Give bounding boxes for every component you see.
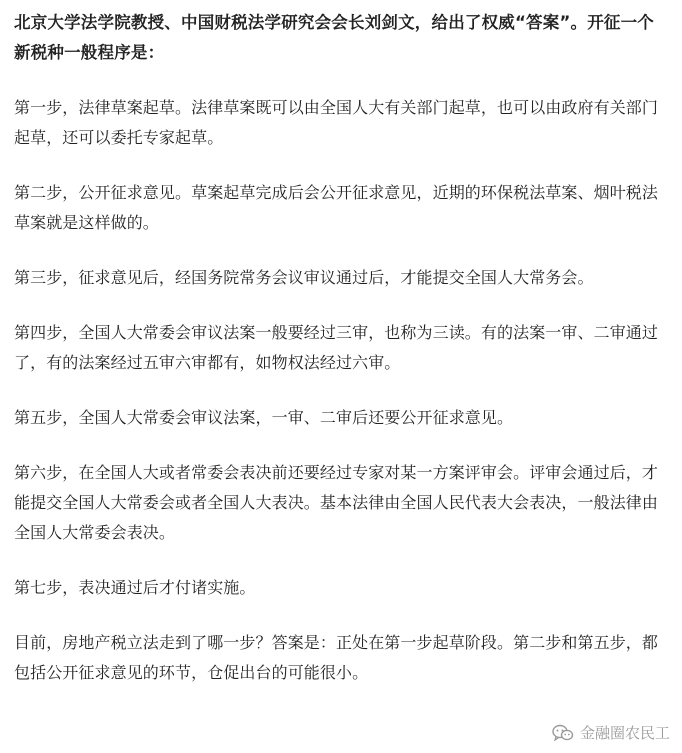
conclusion-paragraph: 目前，房地产税立法走到了哪一步？答案是：正处在第一步起草阶段。第二步和第五步，都包括公开征求意见的环节，仓促出台的可能很小。 <box>14 633 659 682</box>
step-1-paragraph: 第一步，法律草案起草。法律草案既可以由全国人大有关部门起草，也可以由政府有关部门起草，还可以委托专家起草。 <box>14 98 659 147</box>
paragraph-gap <box>14 153 670 178</box>
article-body <box>14 8 670 688</box>
step-3-paragraph: 第三步，征求意见后，经国务院常务会议审议通过后，才能提交全国人大常务会。 <box>14 268 594 287</box>
watermark <box>552 722 670 743</box>
paragraph-gap <box>14 603 670 628</box>
paragraph-gap <box>14 378 670 403</box>
paragraph-gap <box>14 433 670 458</box>
wechat-icon <box>552 724 574 742</box>
step-4-paragraph: 第四步，全国人大常委会审议法案一般要经过三审，也称为三读。有的法案一审、二审通过了，有的法案经过五审六审都有，如物权法经过六审。 <box>14 323 659 372</box>
paragraph-gap <box>14 68 670 93</box>
lead-paragraph: 北京大学法学院教授、中国财税法学研究会会长刘剑文，给出了权威“答案”。开征一个新税种一般程序是： <box>14 13 654 62</box>
paragraph-gap <box>14 548 670 573</box>
paragraph-gap <box>14 238 670 263</box>
step-6-paragraph: 第六步，在全国人大或者常委会表决前还要经过专家对某一方案评审会。评审会通过后，才能提交全国人大常委会或者全国人大表决。基本法律由全国人民代表大会表决，一般法律由全国人大常委会表决。 <box>14 463 659 542</box>
paragraph-gap <box>14 293 670 318</box>
step-2-paragraph: 第二步，公开征求意见。草案起草完成后会公开征求意见，近期的环保税法草案、烟叶税法草案就是这样做的。 <box>14 183 659 232</box>
watermark-text: 金融圈农民工 <box>579 724 670 742</box>
step-5-paragraph: 第五步，全国人大常委会审议法案，一审、二审后还要公开征求意见。 <box>14 408 514 427</box>
step-7-paragraph: 第七步，表决通过后才付诸实施。 <box>14 578 256 597</box>
